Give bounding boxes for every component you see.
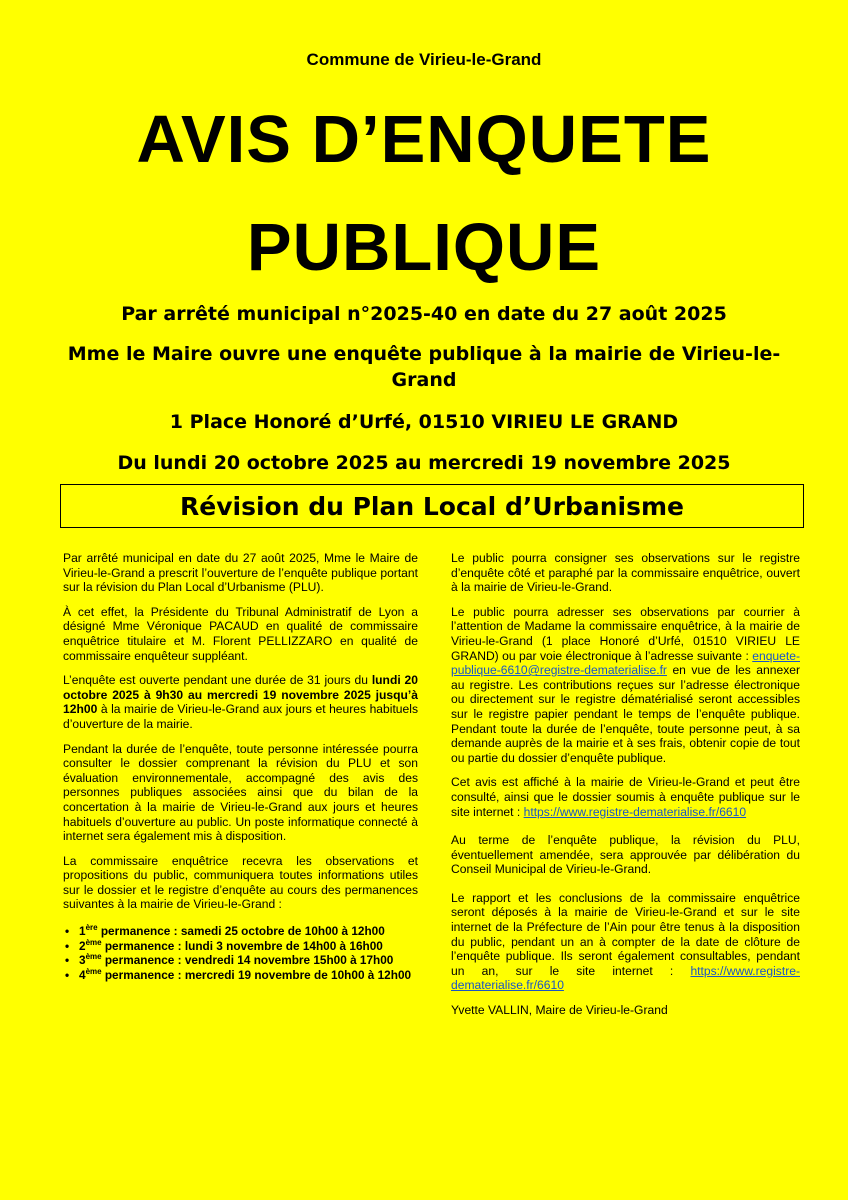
- list-item: • 3ème permanence : vendredi 14 novembre 15h00 à 17h00: [79, 953, 418, 968]
- signature: Yvette VALLIN, Maire de Virieu-le-Grand: [451, 1003, 668, 1018]
- duration-location: à la mairie de Virieu-le-Grand aux jours et heures habituels d’ouverture de la mairie.: [63, 702, 418, 731]
- maire-announcement: [40, 341, 808, 393]
- duration-text: L’enquête est ouverte pendant une durée de 31 jours du: [63, 673, 372, 688]
- permanences-list: [63, 924, 418, 982]
- left-paragraph-3: [63, 673, 418, 731]
- right-paragraph-4: Au terme de l’enquête publique, la révision du PLU, éventuellement amendée, sera approuvée par délibération du Conseil Municipal de Virieu-le-Grand.: [451, 833, 800, 877]
- subject-box: [60, 484, 804, 528]
- email-link[interactable]: enquete-publique-6610@registre-dematerialise.fr: [451, 648, 800, 678]
- list-item: • 4ème permanence : mercredi 19 novembre de 10h00 à 12h00: [79, 968, 418, 983]
- list-item: • 2ème permanence : lundi 3 novembre de 14h00 à 16h00: [79, 939, 418, 954]
- registre-link[interactable]: https://www.registre-dematerialise.fr/6610: [523, 804, 747, 819]
- left-paragraph-1: Par arrêté municipal en date du 27 août 2025, Mme le Maire de Virieu-le-Grand a prescrit l’ouverture de l’enquête publique portant sur la révision du Plan Local d’Urbanisme (PLU).: [63, 551, 418, 595]
- maire-announcement-line1: Mme le Maire ouvre une enquête publique à la mairie de Virieu-le-: [67, 343, 781, 365]
- duration-dates: lundi 20 octobre 2025 à 9h30 au mercredi 19 novembre 2025 jusqu’à 12h00: [63, 673, 418, 717]
- notice-title-line2: PUBLIQUE: [246, 210, 602, 285]
- left-paragraph-5: La commissaire enquêtrice recevra les observations et propositions du public, communiquera toutes informations utiles sur le dossier et le registre d’enquête au cours des permanences suivantes à la mairie de Virieu-le-Grand :: [63, 853, 418, 912]
- list-item: • 1ère permanence : samedi 25 octobre de 10h00 à 12h00: [79, 924, 418, 939]
- subject-title: Révision du Plan Local d’Urbanisme: [180, 491, 684, 521]
- registre-link-2[interactable]: https://www.registre-dematerialise.fr/6610: [451, 963, 800, 993]
- mairie-address: 1 Place Honoré d’Urfé, 01510 VIRIEU LE GRAND: [169, 411, 679, 433]
- notice-title-line1: AVIS D’ENQUETE: [136, 102, 712, 177]
- arrete-line: Par arrêté municipal n°2025-40 en date du 27 août 2025: [121, 303, 727, 325]
- right-paragraph-2: Le public pourra adresser ses observations par courrier à l’attention de Madame la commissaire enquêtrice, à la mairie de Virieu-le-Grand (1 place Honoré d’Urfé, 01510 VIRIEU LE GRAND) ou par voie électronique à l’adresse suivante : enquete-publique-6610@registre-dematerialise.fr en vue de les annexer au registre. Les contributions reçues sur l’adresse électronique ou directement sur le registre dématérialisé seront accessibles sur le registre papier pendant le temps de l’enquête publique. Pendant toute la durée de l’enquête, toute personne peut, à sa demande auprès de la mairie et à ses frais, obtenir copie de tout ou partie du dossier d’enquête publique.: [451, 604, 800, 765]
- inquiry-dates: Du lundi 20 octobre 2025 au mercredi 19 novembre 2025: [117, 452, 731, 474]
- right-paragraph-1: Le public pourra consigner ses observations sur le registre d’enquête côté et paraphé par la commissaire enquêtrice, ouvert à la mairie de Virieu-le-Grand.: [451, 551, 800, 595]
- right-paragraph-5: Le rapport et les conclusions de la commissaire enquêtrice seront déposés à la mairie de Virieu-le-Grand et sur le site internet de la Préfecture de l’Ain pour être tenus à la disposition du public, pendant un an à compter de la date de clôture de l’enquête publique. Ils seront également consultables, pendant un an, sur le site internet : https://www.registre-dematerialise.fr/6610: [451, 890, 800, 993]
- left-column: [63, 551, 418, 982]
- maire-announcement-line2: Grand: [391, 369, 457, 391]
- left-paragraph-4: Pendant la durée de l’enquête, toute personne intéressée pourra consulter le dossier comprenant la révision du PLU et son évaluation environnementale, accompagné des avis des personnes publiques associées ainsi que du bilan de la concertation à la mairie de Virieu-le-Grand aux jours et heures habituels d’ouverture au public. Un poste informatique connecté à internet sera également mis à disposition.: [63, 741, 418, 844]
- commune-name: Commune de Virieu-le-Grand: [306, 50, 542, 69]
- right-paragraph-3: Cet avis est affiché à la mairie de Virieu-le-Grand et peut être consulté, ainsi que le dossier soumis à enquête publique sur le site internet : https://www.registre-dematerialise.fr/6610: [451, 775, 800, 819]
- right-column: [451, 551, 800, 1028]
- left-paragraph-2: À cet effet, la Présidente du Tribunal Administratif de Lyon a désigné Mme Véronique PACAUD en qualité de commissaire enquêtrice titulaire et M. Florent PELLIZZARO en qualité de commissaire enquêteur suppléant.: [63, 604, 418, 663]
